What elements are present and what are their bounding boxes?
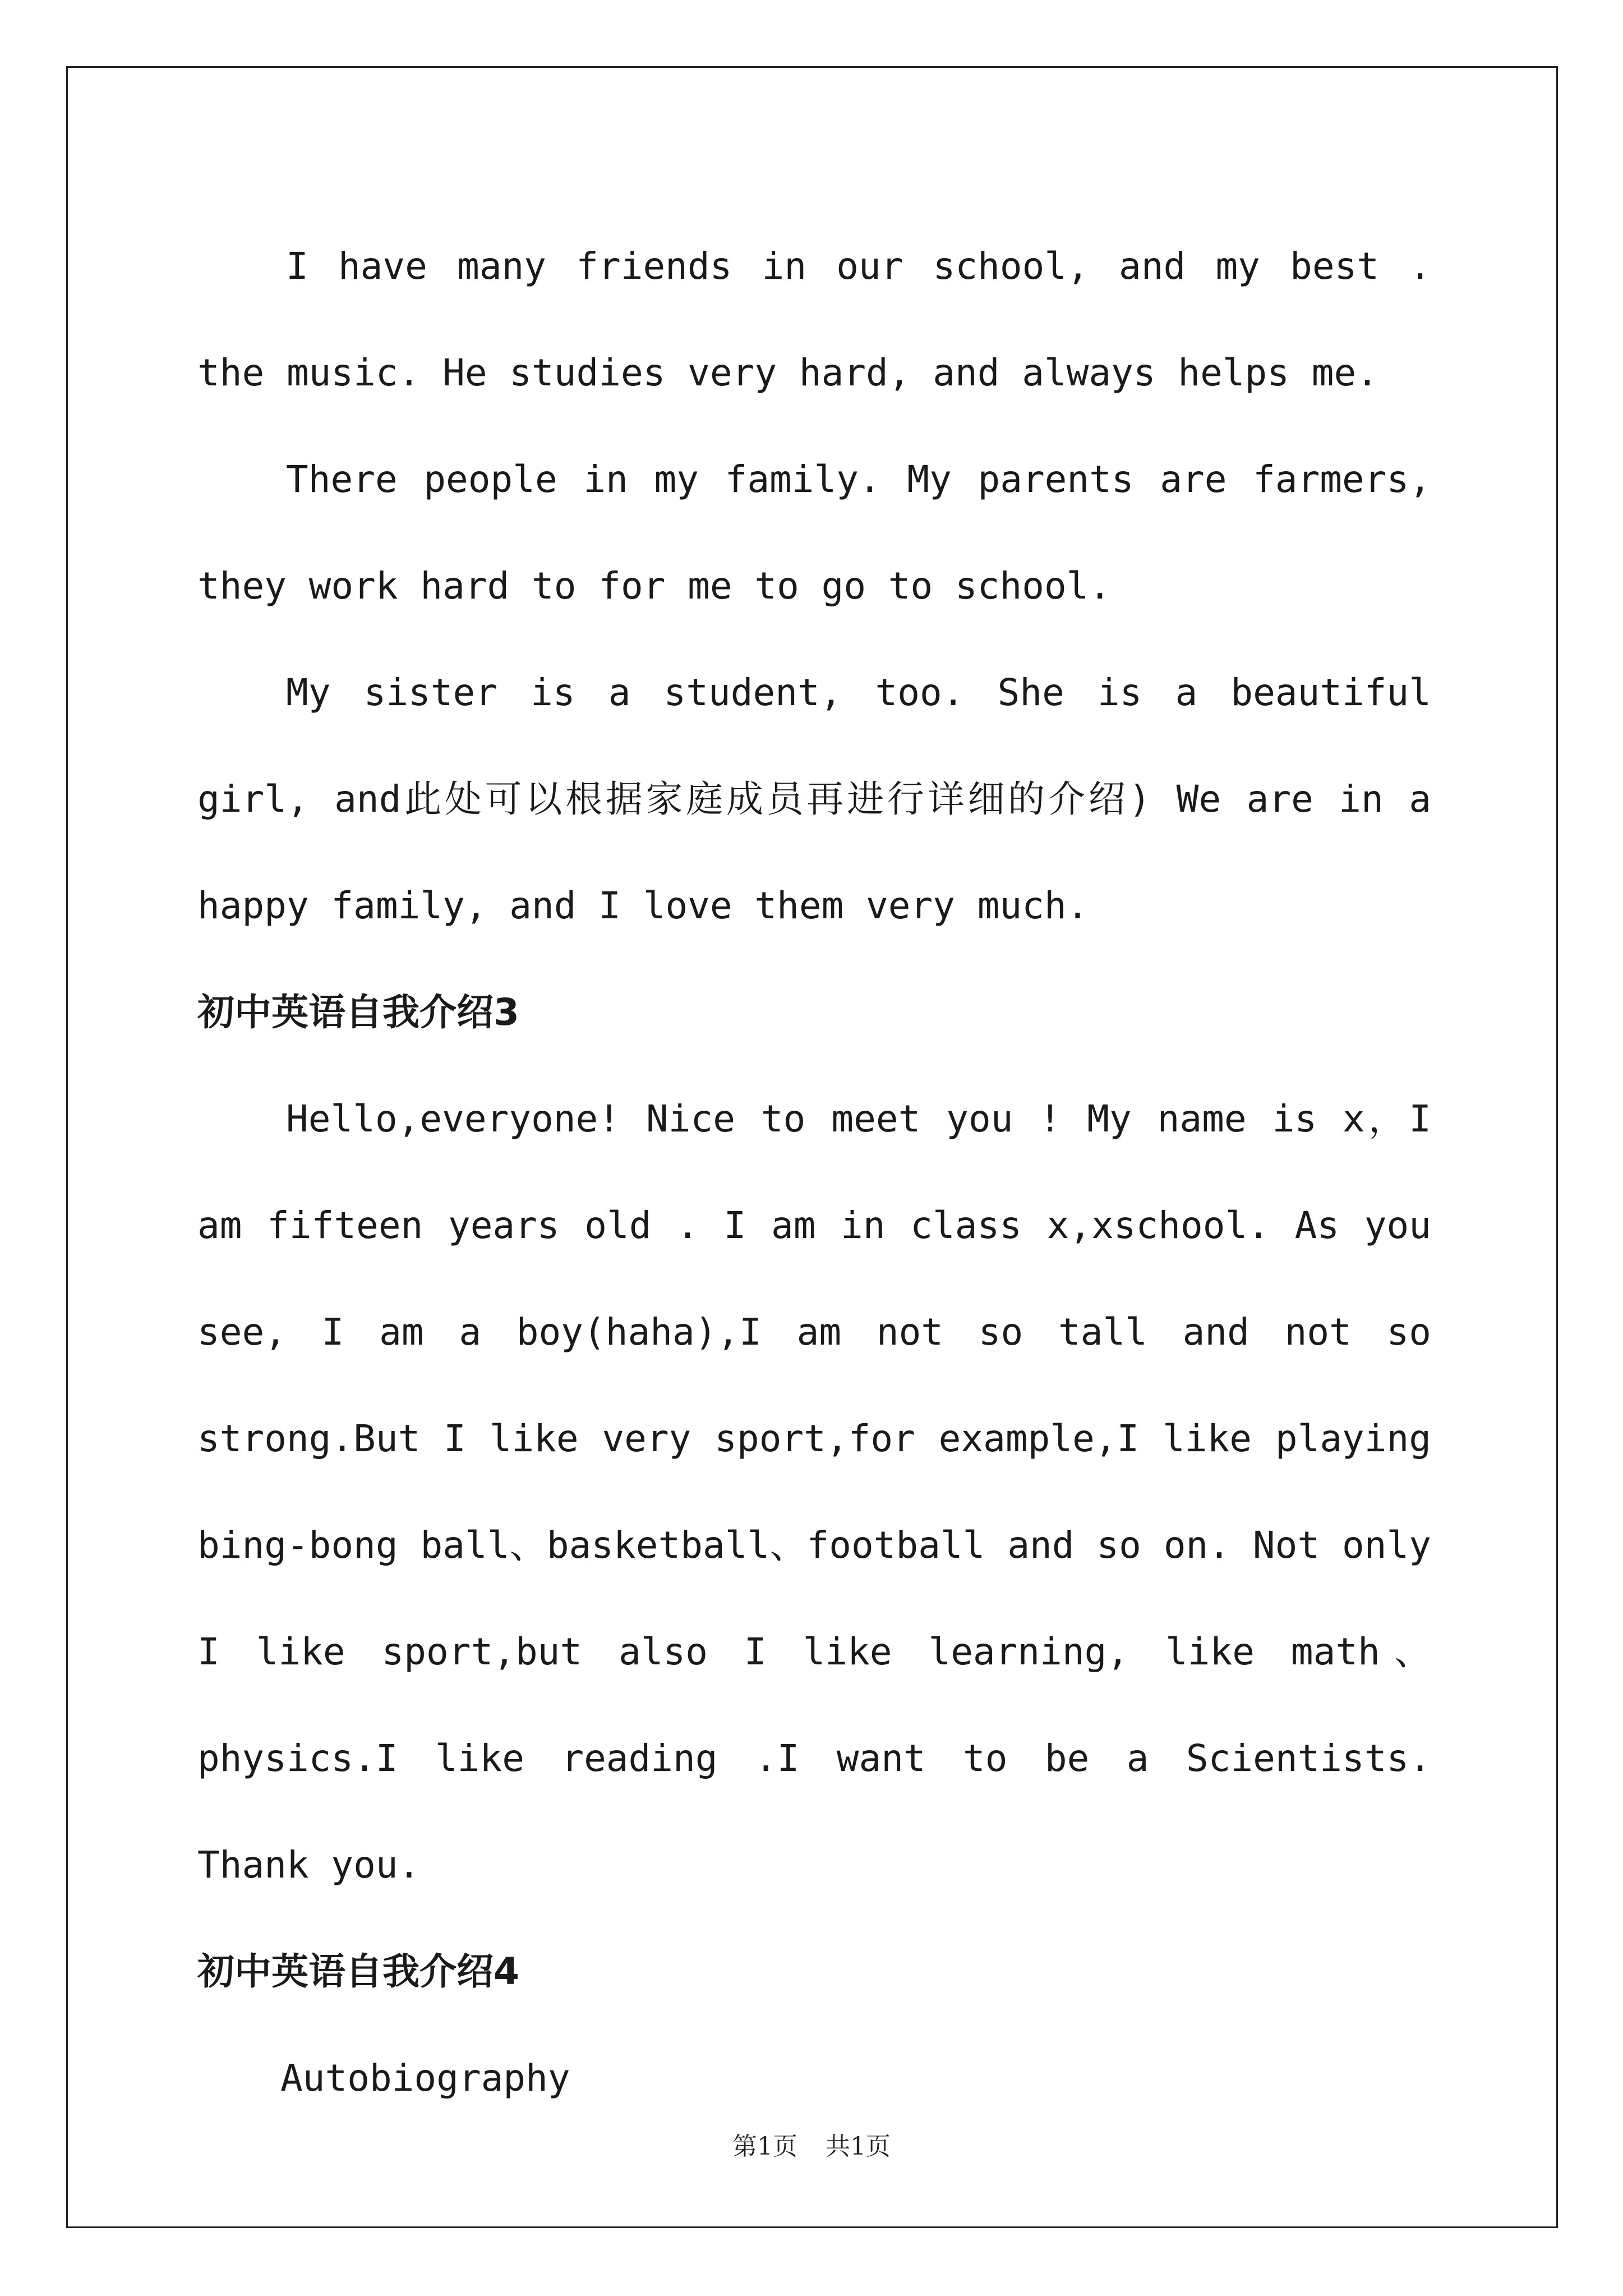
document-body [197, 213, 1431, 2132]
section-heading-4: 初中英语自我介绍4 [197, 1950, 519, 1993]
paragraph-best-friend: I have many friends in our school, and my best . the music. He studies very hard, and always helps me. [197, 245, 1431, 394]
paragraph-self-introduction: Hello,everyone! Nice to meet you ! My name is x，I am fifteen years old . I am in class x,xschool. As you see, I am a boy(haha),I am not so tall and not so strong.But I like very sport,for example,I like playing bing-bong ball、basketball、football and so on. Not only I like sport,but also I like learning, like math、physics.I like reading .I want to be a Scientists. Thank you. [197, 1097, 1431, 1887]
page-number: 第1页 [732, 2132, 797, 2161]
autobiography-title: Autobiography [280, 2056, 570, 2100]
paragraph-family: There people in my family. My parents are farmers, they work hard to for me to go to school. [197, 458, 1431, 608]
section-heading-3: 初中英语自我介绍3 [197, 991, 519, 1034]
page-footer [0, 2126, 1623, 2162]
page-total: 共1页 [826, 2132, 891, 2161]
paragraph-sister: My sister is a student, too. She is a beautiful girl, and此处可以根据家庭成员再进行详细的介绍) We are in a happy family, and I love them very much. [197, 671, 1431, 927]
